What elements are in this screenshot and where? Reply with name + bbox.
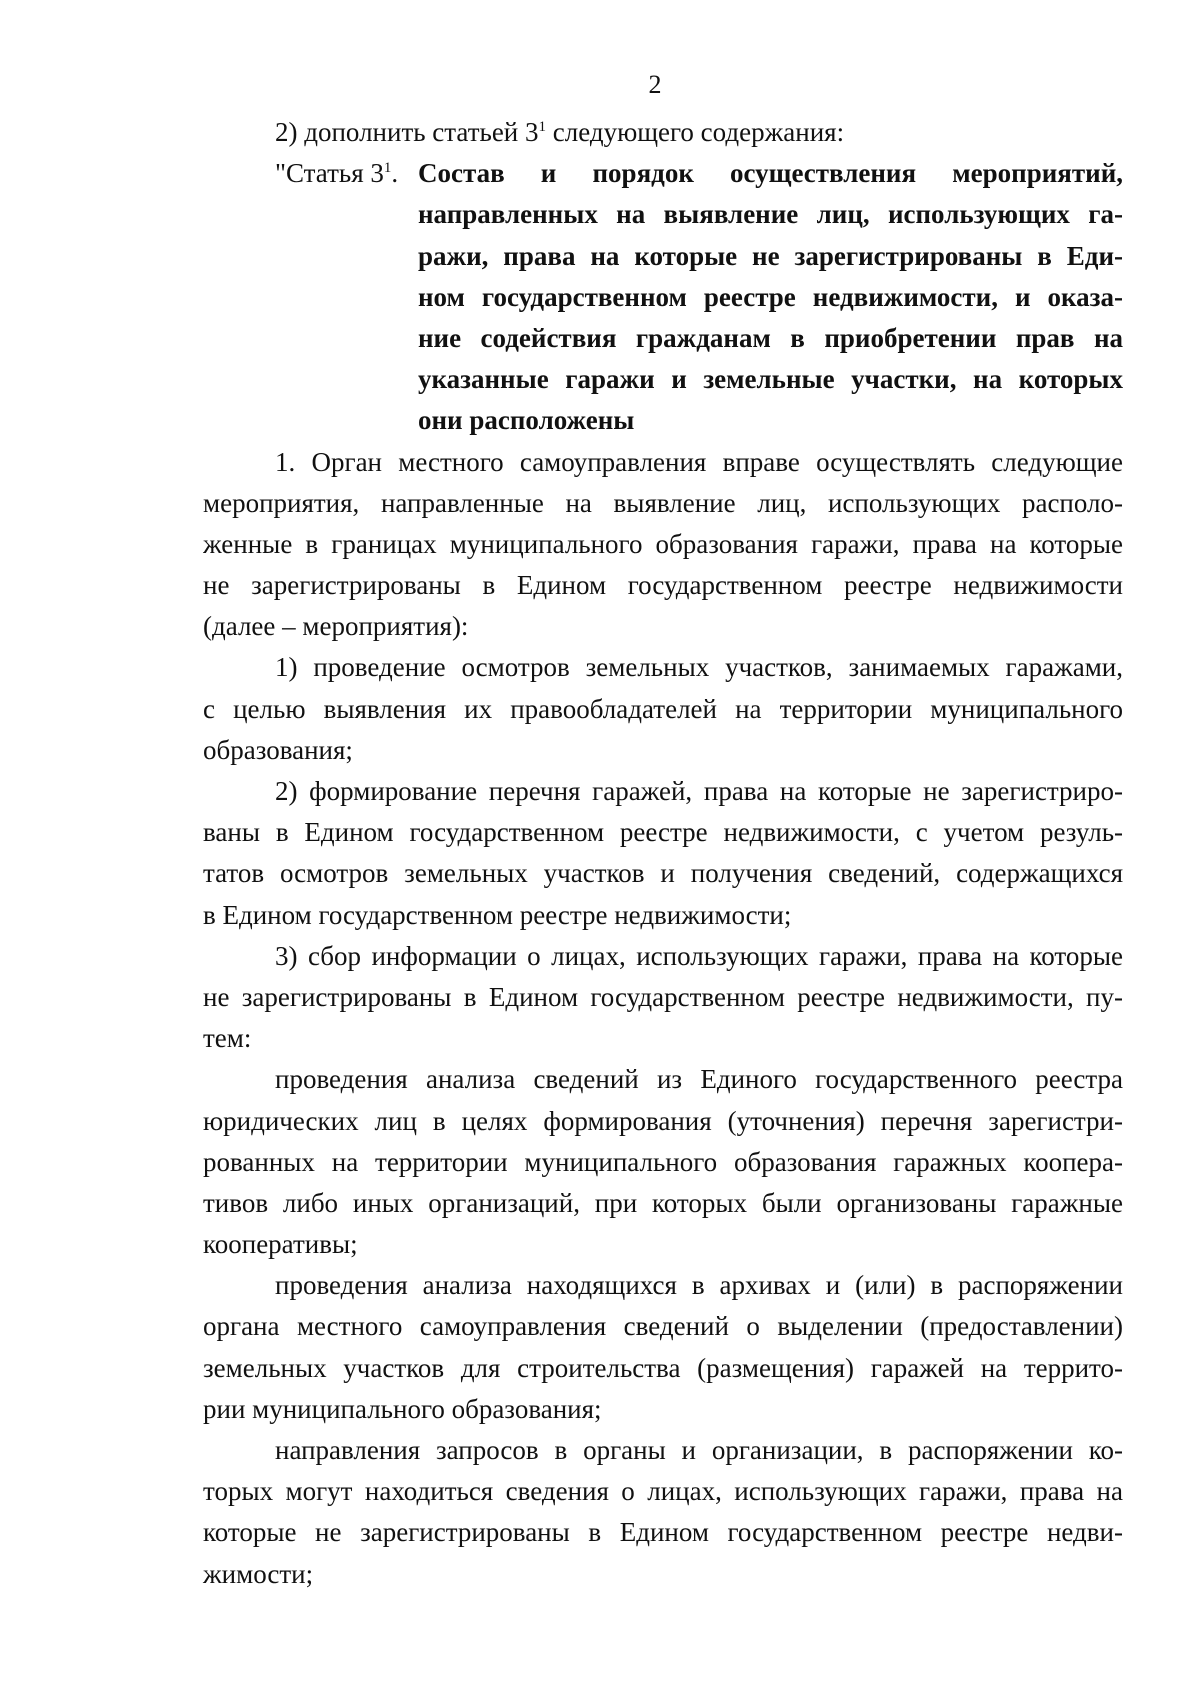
document-body [203,112,1123,1595]
subitem-registry-analysis [203,1059,1123,1265]
text-line: торых могут находиться сведения о лицах, использующих гаражи, права на [203,1476,1123,1507]
item-1 [203,647,1123,771]
text-line: тивов либо иных организаций, при которых были организованы гаражные [203,1187,1123,1218]
subitem-archive-analysis [203,1265,1123,1430]
article-title-line: они расположены [418,405,635,436]
article-title-line: ражи, права на которые не зарегистрированы в Еди- [418,240,1123,271]
article-title [418,153,1123,441]
text-line: проведения анализа находящихся в архивах и (или) в распоряжении [275,1270,1123,1301]
text-line: в Едином государственном реестре недвижимости; [203,899,792,930]
article-title-line: Состав и порядок осуществления мероприятий, [418,158,1123,189]
text-line: рованных на территории муниципального образования гаражных коопера- [203,1146,1123,1177]
text-line: тем: [203,1023,252,1054]
text-line: кооперативы; [203,1229,358,1260]
text-line: 3) сбор информации о лицах, использующих гаражи, права на которые [275,940,1123,971]
text-line: жимости; [203,1558,314,1589]
text-line: 1. Орган местного самоуправления вправе осуществлять следующие [275,446,1123,477]
text-line: женные в границах муниципального образования гаражи, права на которые [203,528,1123,559]
subitem-requests [203,1430,1123,1595]
text-line: 1) проведение осмотров земельных участков, занимаемых гаражами, [275,652,1123,683]
article-label: "Статья $3^1$. [275,158,399,189]
article-title-line: ние содействия гражданам в приобретении прав на [418,322,1123,353]
text-line: юридических лиц в целях формирования (уточнения) перечня зарегистри- [203,1105,1123,1136]
text-line: рии муниципального образования; [203,1393,602,1424]
text-line: направления запросов в органы и организации, в распоряжении ко- [275,1435,1123,1465]
text-line: ваны в Едином государственном реестре недвижимости, с учетом резуль- [203,817,1123,848]
text-line: не зарегистрированы в Едином государственном реестре недвижимости, пу- [203,981,1123,1012]
text-line: мероприятия, направленные на выявление лиц, использующих располо- [203,487,1123,518]
amendment-intro: 2) дополнить статьей $3^1$ следующего содержания: [275,117,845,147]
article-title-line: направленных на выявление лиц, использующих га- [418,199,1123,230]
item-2 [203,771,1123,936]
text-line: образования; [203,734,353,765]
article-title-line: указанные гаражи и земельные участки, на которых [418,364,1123,395]
text-line: органа местного самоуправления сведений о выделении (предоставлении) [203,1311,1123,1342]
item-3 [203,936,1123,1060]
text-line: (далее – мероприятия): [203,611,469,642]
article-title-line: ном государственном реестре недвижимости, и оказа- [418,281,1123,312]
paragraph-1 [203,442,1123,648]
text-line: которые не зарегистрированы в Едином государственном реестре недви- [203,1517,1123,1548]
text-line: земельных участков для строительства (размещения) гаражей на террито- [203,1352,1123,1383]
text-line: с целью выявления их правообладателей на территории муниципального [203,693,1123,724]
text-line: не зарегистрированы в Едином государственном реестре недвижимости [203,570,1123,601]
article-heading [203,153,1123,441]
page-number: 2 [648,70,662,99]
text-line: татов осмотров земельных участков и получения сведений, содержащихся [203,858,1123,889]
text-line: проведения анализа сведений из Единого государственного реестра [275,1064,1123,1095]
text-line: 2) формирование перечня гаражей, права на которые не зарегистриро- [275,776,1123,806]
